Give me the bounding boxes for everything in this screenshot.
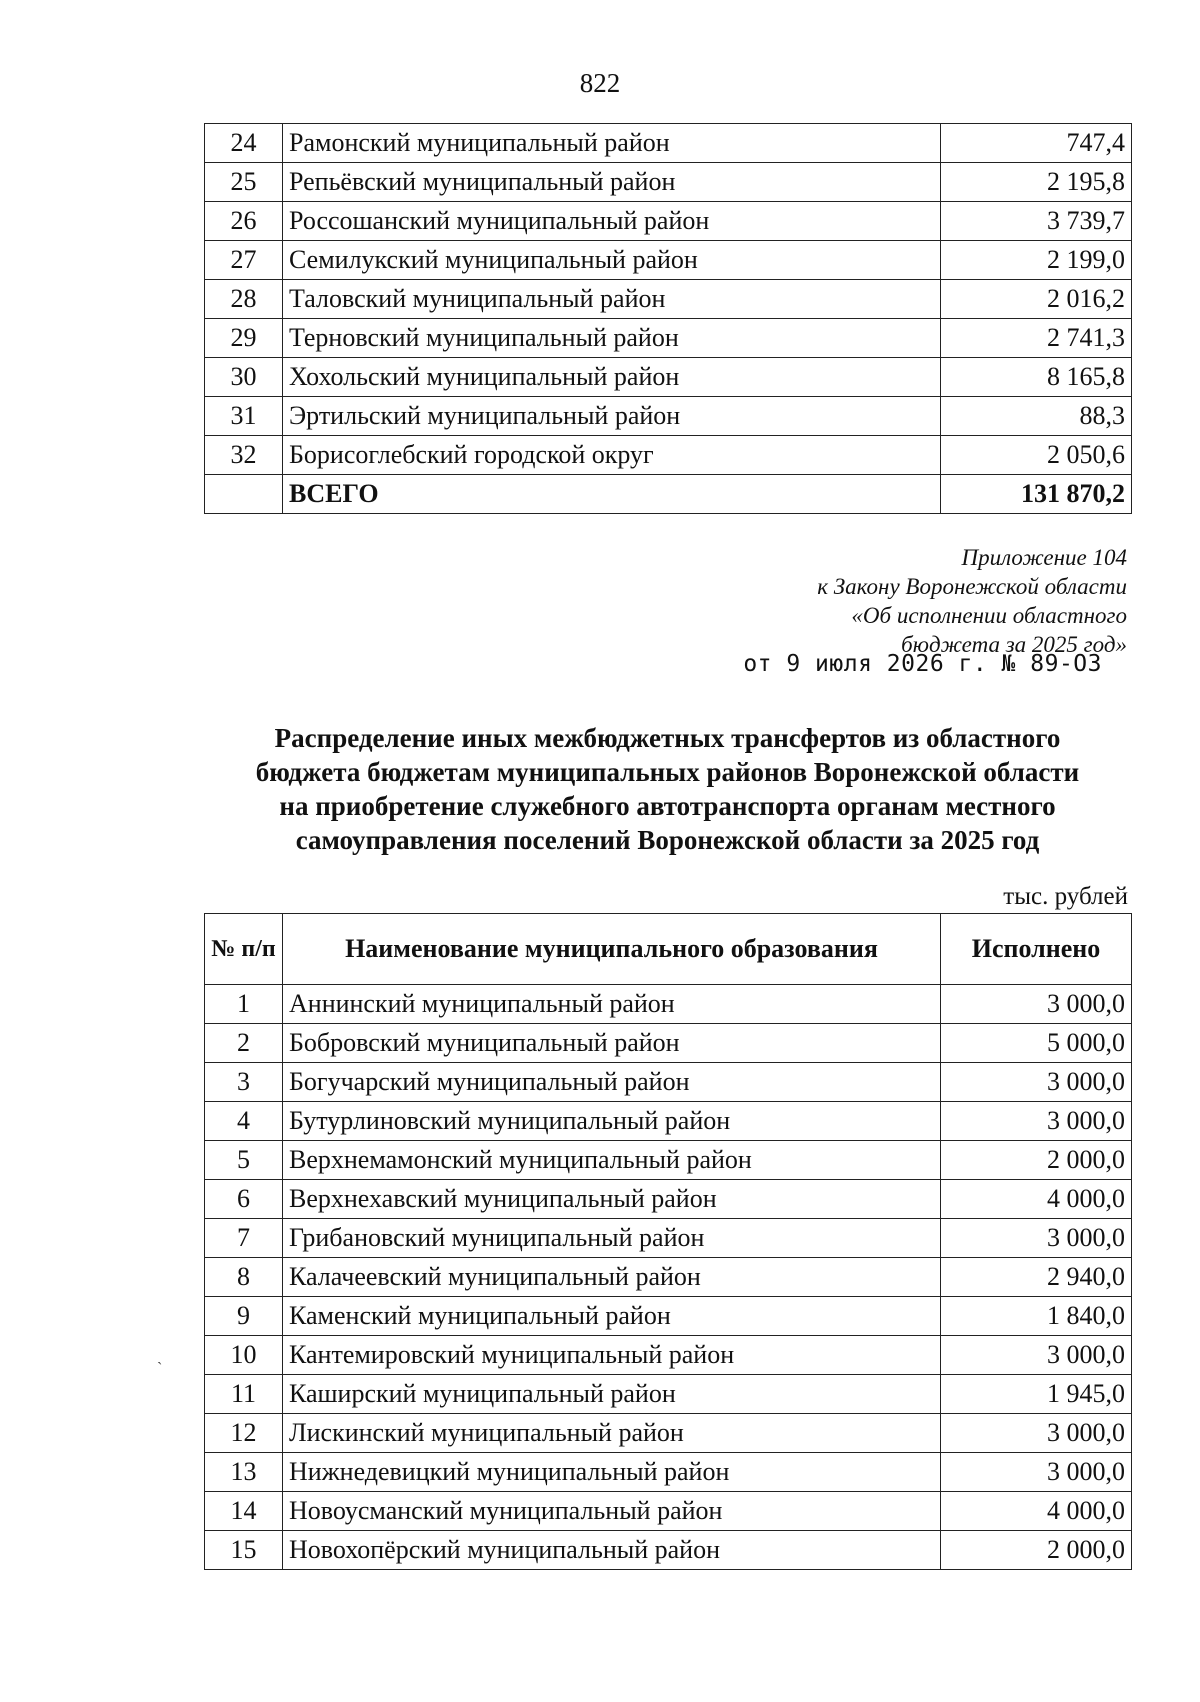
law-date-stamp: от 9 июля 2026 г. № 89-ОЗ [743, 651, 1102, 677]
row-number: 28 [205, 280, 283, 319]
row-number: 25 [205, 163, 283, 202]
table-row [205, 1024, 1132, 1063]
municipality-name: Верхнехавский муниципальный район [283, 1180, 941, 1219]
municipality-name: Новохопёрский муниципальный район [283, 1531, 941, 1570]
table-row [205, 436, 1132, 475]
row-value: 1 840,0 [941, 1297, 1132, 1336]
row-number: 2 [205, 1024, 283, 1063]
row-value: 3 000,0 [941, 985, 1132, 1024]
table-header-row [205, 914, 1132, 985]
table-row [205, 358, 1132, 397]
municipality-name: Таловский муниципальный район [283, 280, 941, 319]
appendix-line: «Об исполнении областного [851, 603, 1127, 628]
table-row [205, 397, 1132, 436]
municipality-name: Аннинский муниципальный район [283, 985, 941, 1024]
municipality-name: Терновский муниципальный район [283, 319, 941, 358]
row-value: 3 000,0 [941, 1063, 1132, 1102]
row-value: 4 000,0 [941, 1492, 1132, 1531]
table-row [205, 124, 1132, 163]
municipality-name: Верхнемамонский муниципальный район [283, 1141, 941, 1180]
total-value: 131 870,2 [941, 475, 1132, 514]
municipality-name: Кантемировский муниципальный район [283, 1336, 941, 1375]
municipality-name: Каменский муниципальный район [283, 1297, 941, 1336]
municipality-name: Эртильский муниципальный район [283, 397, 941, 436]
municipality-name: Россошанский муниципальный район [283, 202, 941, 241]
row-value: 3 000,0 [941, 1102, 1132, 1141]
table-row [205, 1492, 1132, 1531]
municipality-name: Калачеевский муниципальный район [283, 1258, 941, 1297]
row-value: 3 000,0 [941, 1336, 1132, 1375]
row-number: 4 [205, 1102, 283, 1141]
table-row [205, 1063, 1132, 1102]
row-number: 5 [205, 1141, 283, 1180]
row-value: 2 940,0 [941, 1258, 1132, 1297]
municipality-name: Хохольский муниципальный район [283, 358, 941, 397]
row-value: 3 739,7 [941, 202, 1132, 241]
row-number: 30 [205, 358, 283, 397]
row-number: 12 [205, 1414, 283, 1453]
table-row [205, 280, 1132, 319]
row-number: 3 [205, 1063, 283, 1102]
row-number: 10 [205, 1336, 283, 1375]
row-value: 2 000,0 [941, 1531, 1132, 1570]
row-value: 2 199,0 [941, 241, 1132, 280]
appendix-note [817, 543, 1127, 659]
appendix-line: Приложение 104 [961, 545, 1127, 570]
municipality-name: Рамонский муниципальный район [283, 124, 941, 163]
title-line: Распределение иных межбюджетных трансфертов из областного [274, 723, 1061, 753]
title-line: бюджета бюджетам муниципальных районов Воронежской области [255, 757, 1080, 787]
allocation-table [204, 913, 1132, 1570]
row-value: 2 741,3 [941, 319, 1132, 358]
table-row [205, 1258, 1132, 1297]
table-row [205, 241, 1132, 280]
municipality-name: Грибановский муниципальный район [283, 1219, 941, 1258]
row-number: 7 [205, 1219, 283, 1258]
row-number: 8 [205, 1258, 283, 1297]
row-value: 4 000,0 [941, 1180, 1132, 1219]
municipality-name: Новоусманский муниципальный район [283, 1492, 941, 1531]
header-number: № п/п [205, 914, 283, 985]
row-value: 8 165,8 [941, 358, 1132, 397]
table-row [205, 1414, 1132, 1453]
row-value: 2 050,6 [941, 436, 1132, 475]
municipality-name: Репьёвский муниципальный район [283, 163, 941, 202]
municipality-name: Каширский муниципальный район [283, 1375, 941, 1414]
header-name: Наименование муниципального образования [283, 914, 941, 985]
table-row [205, 1531, 1132, 1570]
document-title [200, 721, 1135, 857]
page-number: 822 [579, 68, 621, 98]
row-value: 3 000,0 [941, 1219, 1132, 1258]
title-line: на приобретение служебного автотранспорта органам местного [279, 791, 1056, 821]
municipality-name: Бутурлиновский муниципальный район [283, 1102, 941, 1141]
row-value: 2 195,8 [941, 163, 1132, 202]
row-value: 1 945,0 [941, 1375, 1132, 1414]
total-label: ВСЕГО [283, 475, 941, 514]
row-number: 32 [205, 436, 283, 475]
row-value: 5 000,0 [941, 1024, 1132, 1063]
municipality-name: Богучарский муниципальный район [283, 1063, 941, 1102]
header-value: Исполнено [941, 914, 1132, 985]
row-value: 2 000,0 [941, 1141, 1132, 1180]
row-number: 27 [205, 241, 283, 280]
table-row [205, 1141, 1132, 1180]
row-number: 26 [205, 202, 283, 241]
total-number-cell [205, 475, 283, 514]
table-row [205, 319, 1132, 358]
municipality-name: Бобровский муниципальный район [283, 1024, 941, 1063]
table-row [205, 1297, 1132, 1336]
table-row [205, 1180, 1132, 1219]
row-value: 3 000,0 [941, 1414, 1132, 1453]
row-number: 14 [205, 1492, 283, 1531]
row-number: 29 [205, 319, 283, 358]
row-number: 31 [205, 397, 283, 436]
table-row [205, 1102, 1132, 1141]
table-row [205, 202, 1132, 241]
units-label: тыс. рублей [1003, 883, 1128, 910]
table-row [205, 985, 1132, 1024]
row-number: 24 [205, 124, 283, 163]
table-row [205, 1375, 1132, 1414]
row-value: 3 000,0 [941, 1453, 1132, 1492]
total-row [205, 475, 1132, 514]
table-row [205, 163, 1132, 202]
row-value: 747,4 [941, 124, 1132, 163]
stray-pen-mark: ˏ [157, 1348, 163, 1365]
row-number: 11 [205, 1375, 283, 1414]
row-number: 15 [205, 1531, 283, 1570]
municipality-name: Борисоглебский городской округ [283, 436, 941, 475]
appendix-line: к Закону Воронежской области [817, 574, 1127, 599]
row-number: 13 [205, 1453, 283, 1492]
municipality-name: Нижнедевицкий муниципальный район [283, 1453, 941, 1492]
table-row [205, 1336, 1132, 1375]
continued-allocation-table [204, 123, 1132, 514]
row-value: 2 016,2 [941, 280, 1132, 319]
table-row [205, 1453, 1132, 1492]
row-number: 6 [205, 1180, 283, 1219]
title-line: самоуправления поселений Воронежской области за 2025 год [295, 825, 1040, 855]
row-number: 9 [205, 1297, 283, 1336]
municipality-name: Семилукский муниципальный район [283, 241, 941, 280]
table-row [205, 1219, 1132, 1258]
row-number: 1 [205, 985, 283, 1024]
row-value: 88,3 [941, 397, 1132, 436]
municipality-name: Лискинский муниципальный район [283, 1414, 941, 1453]
appendix-line: бюджета за 2025 год» [901, 632, 1127, 657]
